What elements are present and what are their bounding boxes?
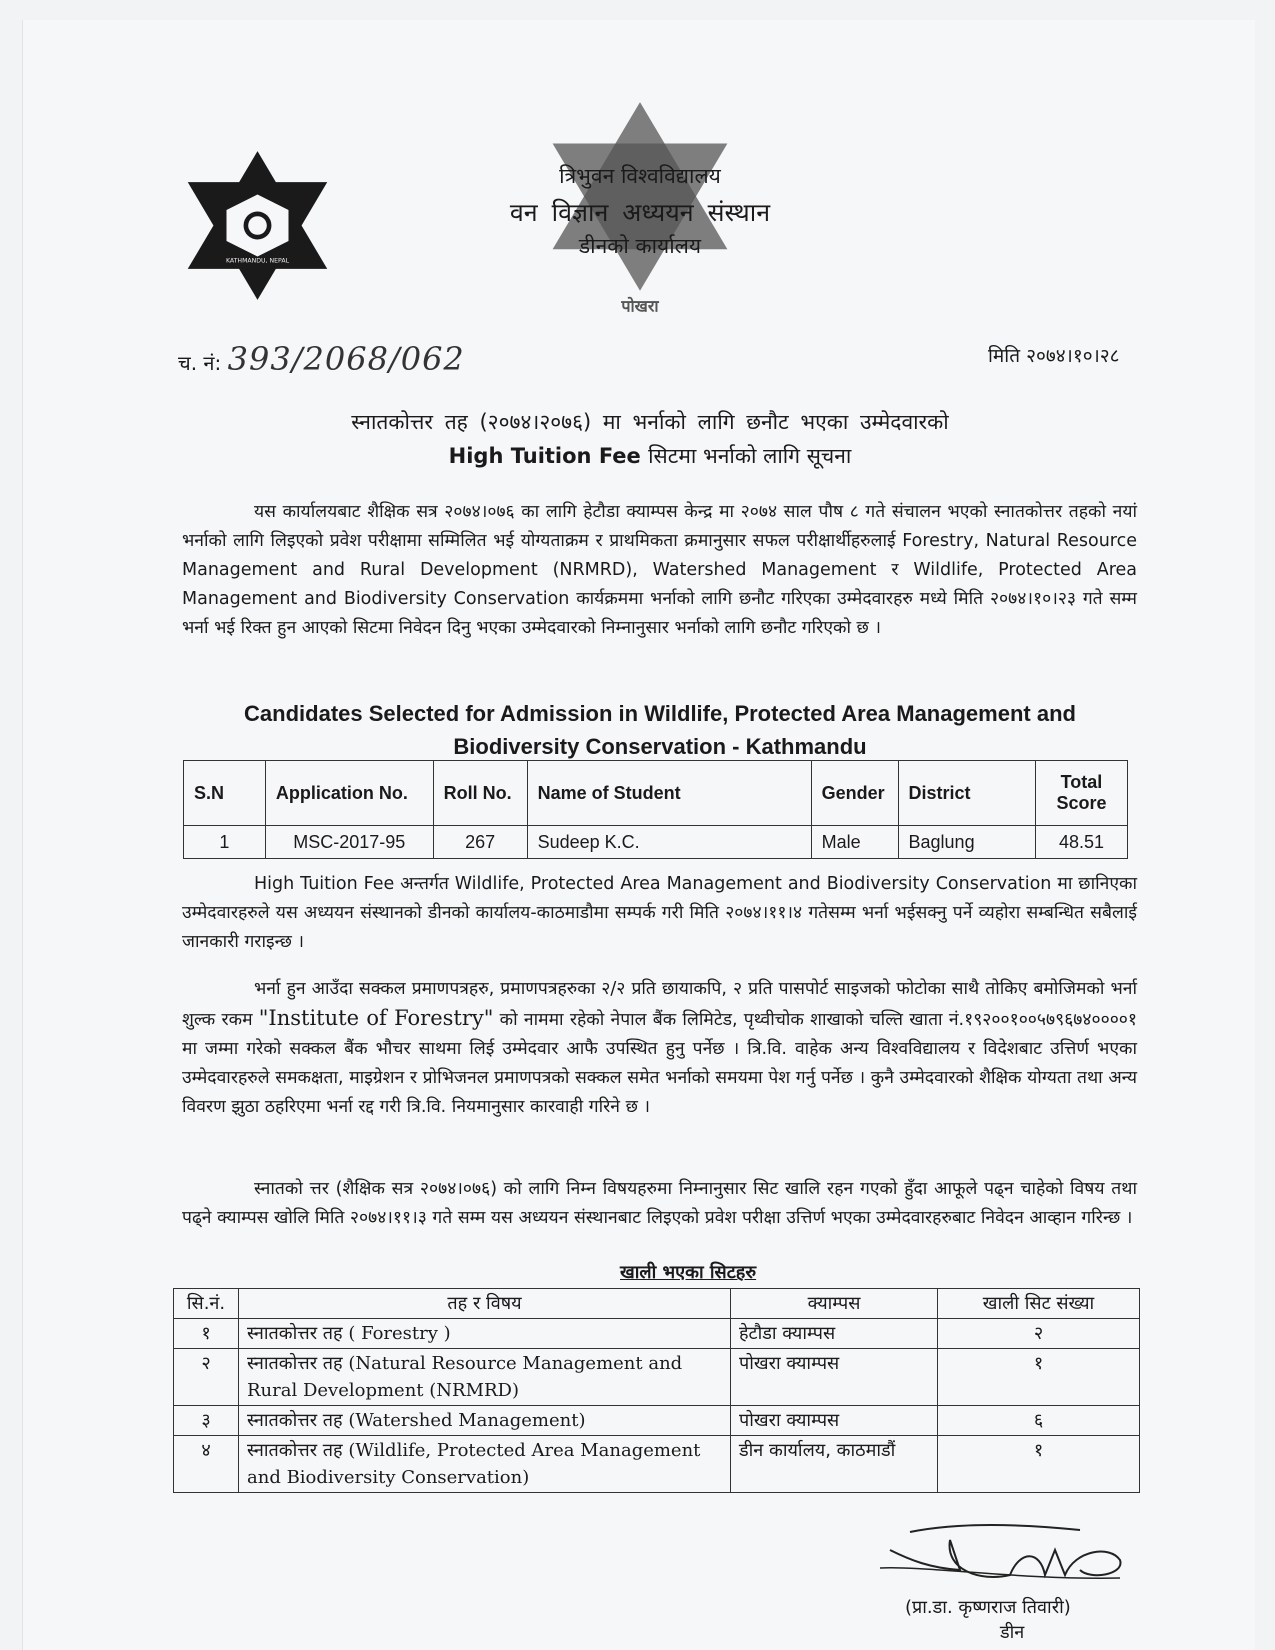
title-np-part: सिटमा भर्नाको लागि सूचना [648, 444, 852, 468]
col-total-score: Total Score [1035, 761, 1127, 826]
cell-gender: Male [811, 826, 898, 859]
table-row [174, 1436, 1140, 1493]
notice-date [988, 342, 1120, 368]
svg-text:KATHMANDU, NEPAL: KATHMANDU, NEPAL [225, 257, 290, 265]
cell-sn: २ [174, 1349, 239, 1406]
cell-sn: १ [174, 1319, 239, 1349]
cell-campus: हेटौडा क्याम्पस [731, 1319, 938, 1349]
col-vacant-count: खाली सिट संख्या [938, 1289, 1140, 1319]
reference-label: च. नं: [178, 351, 222, 375]
signatory-name: (प्रा.डा. कृष्णराज तिवारी) [905, 1597, 1071, 1618]
cell-campus: डीन कार्यालय, काठमाडौं [731, 1436, 938, 1493]
vacancy-paragraph [182, 1175, 1137, 1233]
cell-subject: स्नातकोत्तर तह (Watershed Management) [239, 1406, 731, 1436]
title-en-part: High Tuition Fee [448, 444, 641, 468]
cell-campus: पोखरा क्याम्पस [731, 1406, 938, 1436]
notice-title-line1: स्नातकोत्तर तह (२०७४।२०७६) मा भर्नाको लागि छनौट भएका उम्मेदवारको [351, 410, 949, 434]
col-sn: S.N [184, 761, 266, 826]
cell-roll-no: 267 [433, 826, 527, 859]
tribhuvan-university-logo-icon [180, 148, 335, 303]
vacancy-paragraph-text: स्नातको त्तर (शैक्षिक सत्र २०७४।०७६) को लागि निम्न विषयहरुमा निम्नानुसार सिट खालि रहन गएको हुँदा आफूले पढ्न चाहेको विषय तथा पढ्ने क्याम्पस खोलि मिति २०७४।११।३ गते सम्म यस अध्ययन संस्थानबाट लिइएको प्रवेश परीक्षा उत्तिर्ण भएका उम्मेदवारहरुबाट निवेदन आव्हान गरिन्छ । [182, 1179, 1137, 1228]
cell-name: Sudeep K.C. [527, 826, 811, 859]
office-name: डीनको कार्यालय [578, 234, 702, 258]
cell-sn: 1 [184, 826, 266, 859]
col-level-subject: तह र विषय [239, 1289, 731, 1319]
col-sn: सि.नं. [174, 1289, 239, 1319]
contact-paragraph [182, 870, 1137, 957]
institute-name-quoted: "Institute of Forestry" [258, 1006, 494, 1030]
col-district: District [898, 761, 1035, 826]
intro-paragraph [182, 498, 1137, 643]
selected-candidates-table [183, 760, 1128, 859]
intro-paragraph-text: यस कार्यालयबाट शैक्षिक सत्र २०७४।०७६ का लागि हेटौडा क्याम्पस केन्द्र मा २०७४ साल पौष ८ गते संचालन भएको स्नातकोत्तर तहको नयां भर्नाको लागि लिइएको प्रवेश परीक्षामा सम्मिलित भई योग्यताक्रम र प्राथमिकता क्रमानुसार सफल परीक्षार्थीहरुलाई Forestry, Natural Resource Management and Rural Development (NRMRD), Watershed Management र Wildlife, Protected Area Management and Biodiversity Conservation कार्यक्रममा भर्नाको लागि छनौट गरिएका उम्मेदवारहरु मध्ये मिति २०७४।१०।२३ गते सम्म भर्ना भई रिक्त हुन आएको सिटमा निवेदन दिनु भएका उम्मेदवारको निम्नानुसार भर्नाको लागि छनौट गरिएको छ । [182, 502, 1137, 638]
cell-sn: ४ [174, 1436, 239, 1493]
table-row [174, 1319, 1140, 1349]
col-name: Name of Student [527, 761, 811, 826]
table-row [174, 1406, 1140, 1436]
table-header-row [184, 761, 1128, 826]
col-application-no: Application No. [265, 761, 433, 826]
signature-icon [870, 1520, 1150, 1590]
cell-subject: स्नातकोत्तर तह ( Forestry ) [239, 1319, 731, 1349]
col-campus: क्याम्पस [731, 1289, 938, 1319]
cell-count: १ [938, 1436, 1140, 1493]
university-name: त्रिभुवन विश्वविद्यालय [559, 164, 721, 188]
cell-subject: स्नातकोत्तर तह (Natural Resource Management and Rural Development (NRMRD) [239, 1349, 731, 1406]
cell-total-score: 48.51 [1035, 826, 1127, 859]
cell-count: २ [938, 1319, 1140, 1349]
institute-name: वन विज्ञान अध्ययन संस्थान [509, 198, 771, 227]
admission-requirements-paragraph [182, 975, 1137, 1122]
cell-subject: स्नातकोत्तर तह (Wildlife, Protected Area Management and Biodiversity Conservation) [239, 1436, 731, 1493]
date-value: २०७४।१०।२८ [1026, 345, 1120, 367]
reference-value: 393/2068/062 [227, 340, 465, 378]
reference-number [178, 340, 465, 378]
signatory-role: डीन [1000, 1622, 1025, 1643]
contact-paragraph-text: High Tuition Fee अन्तर्गत Wildlife, Protected Area Management and Biodiversity Conservation मा छानिएका उम्मेदवारहरुले यस अध्ययन संस्थानको डीनको कार्यालय-काठमाडौमा सम्पर्क गरी मिति २०७४।११।४ गतेसम्म भर्ना भईसक्नु पर्ने व्यहोरा सम्बन्धित सबैलाई जानकारी गराइन्छ । [182, 874, 1137, 952]
date-label: मिति [988, 345, 1021, 367]
vacant-seats-title: खाली भएका सिटहरु [620, 1262, 757, 1283]
selected-candidates-title: Candidates Selected for Admission in Wildlife, Protected Area Management and Biodiversity Conservation - Kathmandu [244, 701, 1076, 759]
table-row [184, 826, 1128, 859]
cell-campus: पोखरा क्याम्पस [731, 1349, 938, 1406]
svg-text:पोखरा: पोखरा [621, 296, 659, 316]
col-gender: Gender [811, 761, 898, 826]
cell-district: Baglung [898, 826, 1035, 859]
vacant-seats-table [173, 1288, 1140, 1493]
notice-title-line2 [180, 442, 1120, 470]
requirements-text-b: को नाममा रहेको नेपाल बैंक लिमिटेड, पृथ्वीचोक शाखाको चल्ति खाता नं.१९२००१००५७९६७४००००१ मा जम्मा गरेको सक्कल बैंक भौचर साथमा लिई उम्मेदवार आफै उपस्थित हुनु पर्नेछ । त्रि.वि. वाहेक अन्य विश्वविद्यालय र विदेशबाट उत्तिर्ण भएका उम्मेदवारहरुले समकक्षता, माइग्रेशन र प्रोभिजनल प्रमाणपत्रको सक्कल समेत भर्नाको समयमा पेश गर्नु पर्नेछ । कुनै उम्मेदवारको शैक्षिक योग्यता तथा अन्य विवरण झुठा ठहरिएमा भर्ना रद्द गरी त्रि.वि. नियमानुसार कारवाही गरिने छ । [182, 1010, 1137, 1117]
table-header-row [174, 1289, 1140, 1319]
table-row [174, 1349, 1140, 1406]
col-roll-no: Roll No. [433, 761, 527, 826]
cell-application-no: MSC-2017-95 [265, 826, 433, 859]
cell-count: ६ [938, 1406, 1140, 1436]
cell-sn: ३ [174, 1406, 239, 1436]
requirements-text-a: भर्ना हुन आउँदा सक्कल प्रमाणपत्रहरु, प्रमाणपत्रहरुका २/२ प्रति छायाकपि, २ प्रति पासपोर्ट साइजको फोटोका साथै तोकिए बमोजिमको भर्ना शुल्क रकम [182, 979, 1137, 1030]
cell-count: १ [938, 1349, 1140, 1406]
